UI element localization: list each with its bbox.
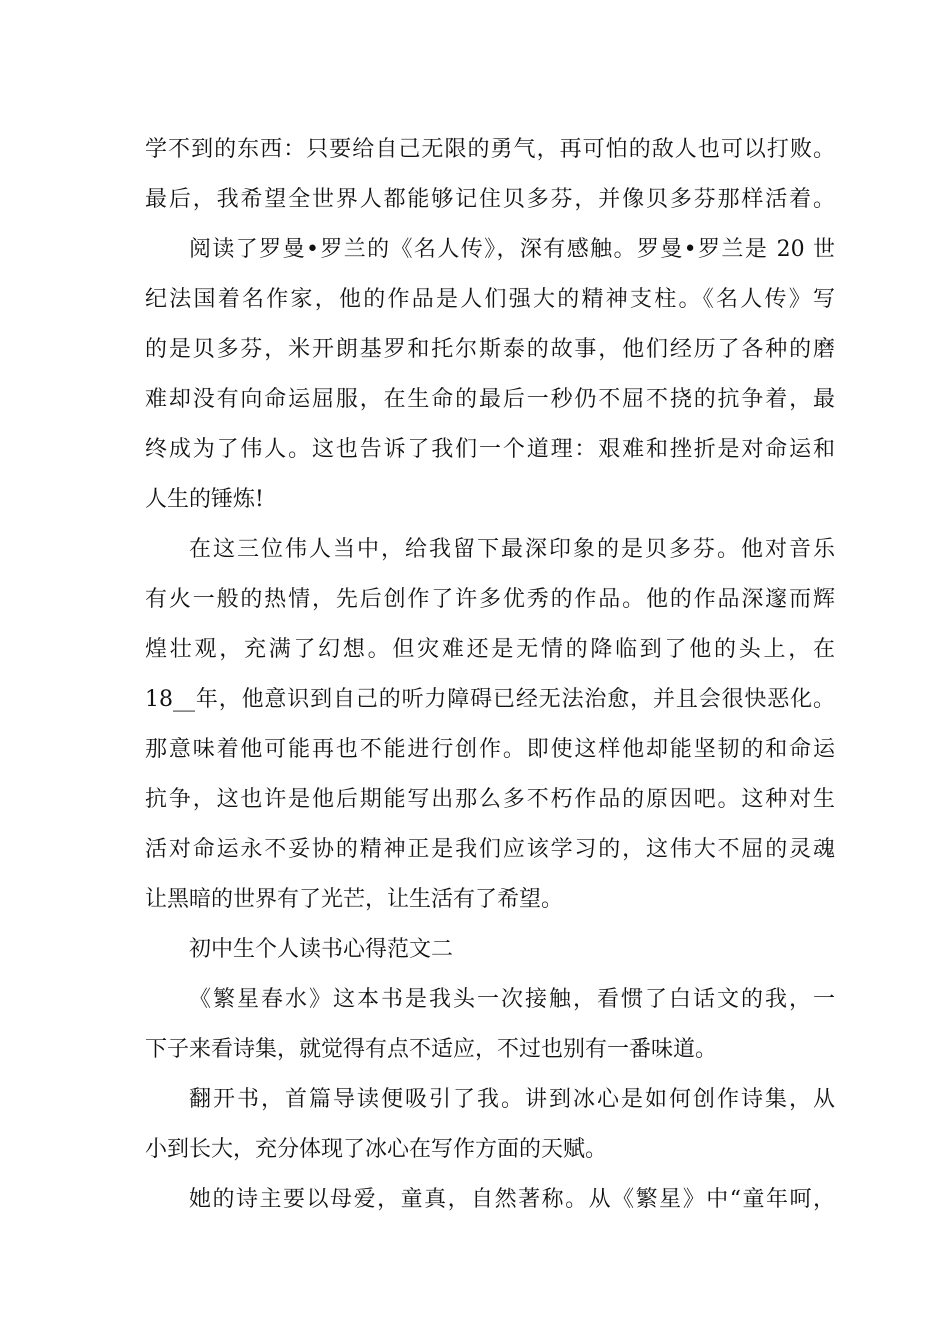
paragraph-first-line: 在这三位伟人当中，给我留下最深印象的是贝多芬。他对音乐 [189,537,835,562]
text-line: 的是贝多芬，米开朗基罗和托尔斯泰的故事，他们经历了各种的磨 [145,337,835,362]
text-line: 学不到的东西：只要给自己无限的勇气，再可怕的敌人也可以打败。 [145,137,835,162]
text-line: 让黑暗的世界有了光芒，让生活有了希望。 [145,887,564,912]
section-heading: 初中生个人读书心得范文二 [189,937,454,962]
text-line: 下子来看诗集，就觉得有点不适应，不过也别有一番味道。 [145,1037,718,1062]
text-line: 难却没有向命运屈服，在生命的最后一秒仍不屈不挠的抗争着，最 [145,387,835,412]
paragraph-first-line: 《繁星春水》这本书是我头一次接触，看惯了白话文的我，一 [189,987,835,1012]
text-line: 18__年，他意识到自己的听力障碍已经无法治愈，并且会很快恶化。 [145,687,835,712]
paragraph-first-line: 阅读了罗曼•罗兰的《名人传》，深有感触。罗曼•罗兰是 20 世 [189,237,835,262]
text-line: 抗争，这也许是他后期能写出那么多不朽作品的原因吧。这种对生 [145,787,835,812]
text-line: 终成为了伟人。这也告诉了我们一个道理：艰难和挫折是对命运和 [145,437,835,462]
text-line: 人生的锤炼! [145,487,264,512]
paragraph-first-line: 翻开书，首篇导读便吸引了我。讲到冰心是如何创作诗集，从 [189,1087,835,1112]
paragraph-first-line: 她的诗主要以母爱，童真，自然著称。从《繁星》中“童年呵， [189,1187,835,1212]
text-line: 最后，我希望全世界人都能够记住贝多芬，并像贝多芬那样活着。 [145,187,835,212]
text-line: 那意味着他可能再也不能进行创作。即使这样他却能坚韧的和命运 [145,737,835,762]
text-line: 活对命运永不妥协的精神正是我们应该学习的，这伟大不屈的灵魂 [145,837,835,862]
text-line: 煌壮观，充满了幻想。但灾难还是无情的降临到了他的头上，在 [145,637,835,662]
text-line: 有火一般的热情，先后创作了许多优秀的作品。他的作品深邃而辉 [145,587,835,612]
text-line: 纪法国着名作家，他的作品是人们强大的精神支柱。《名人传》写 [145,287,835,312]
text-line: 小到长大，充分体现了冰心在写作方面的天赋。 [145,1137,608,1162]
